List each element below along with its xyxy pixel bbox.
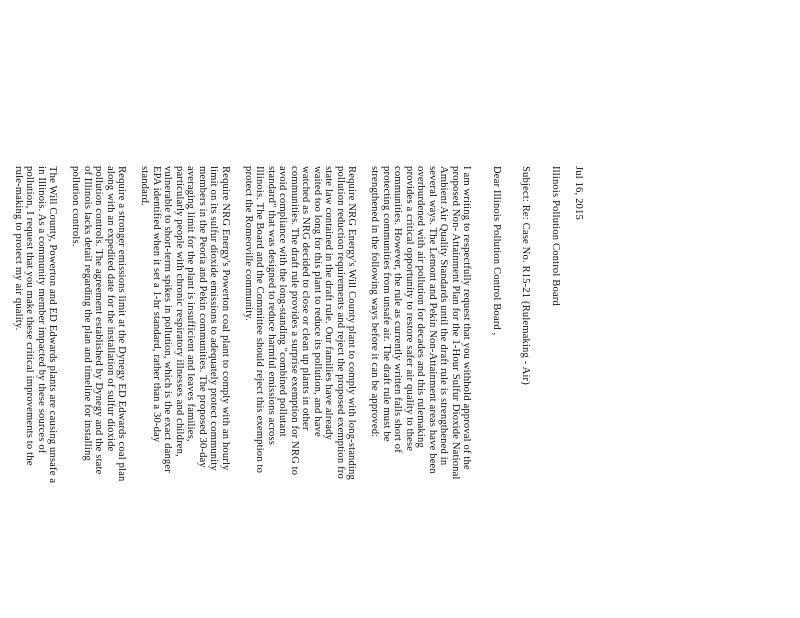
text-line: communities. However, the rule as currently written falls short of xyxy=(392,166,404,453)
text-line: proposed Non- Attainment Plan for the 1-Hour Sulfur Dioxide National xyxy=(450,166,461,480)
paragraph-1 xyxy=(369,166,473,606)
text-line: provides a critical opportunity to restore safer air quality to these xyxy=(404,166,415,452)
text-line: pollution, I request that you make these critical improvements to the xyxy=(24,166,36,466)
letter-closing xyxy=(0,166,1,606)
text-line: Require NRG Energy's Powerton coal plant to comply with an hourly xyxy=(220,166,231,471)
letter-body xyxy=(0,166,584,606)
text-line: standard. xyxy=(139,166,151,206)
text-line: of Illinois lacks detail regarding the plan and timeline for installing xyxy=(82,166,93,461)
text-line: The Will County, Powerton and ED Edwards plants are causing unsafe a xyxy=(47,166,59,484)
paragraph-5 xyxy=(13,166,59,606)
paragraph-2 xyxy=(243,166,358,606)
paragraph-4 xyxy=(70,166,128,606)
text-line: protect the Romeoville community. xyxy=(243,166,254,321)
text-line: Require a stronger emissions limit at the Dynegy ED Edwards coal plan xyxy=(116,166,128,482)
text-line: members in the Peoria and Pekin communities. The proposed 30-day xyxy=(197,166,208,468)
text-line: I am writing to respectfully request that you withhold approval of the xyxy=(461,166,473,470)
letter-recipient: Illinois Pollution Control Board xyxy=(550,166,561,306)
text-line: waited too long for this plant to reduce its pollution, and have xyxy=(312,166,323,437)
text-line: pollution reduction requirements and reject the proposed exemption fro xyxy=(335,166,346,479)
text-line: watched as NRG decided to close or clean up plants in other xyxy=(300,166,312,431)
text-line: pollution controls. The agreement established by Dynegy and the state xyxy=(93,166,105,475)
text-line: state law contained in the draft rule. Our families have already xyxy=(323,166,335,441)
text-line: along with an expedited date for the installation of sulfur dioxide xyxy=(105,166,116,452)
text-line: limit on its sulfur dioxide emissions to adequately protect community xyxy=(208,166,220,471)
text-line: pollution controls. xyxy=(70,166,82,247)
text-line: protecting communities from unsafe air. The draft rule must be xyxy=(381,166,392,442)
text-line: EPA identified when it set a 1-hr standard, rather than a 30-day xyxy=(151,166,162,443)
text-line: averaging limit for the plant is insufficient and leaves families, xyxy=(185,166,197,442)
text-line: particularly people with chronic respiratory illnesses and children, xyxy=(174,166,185,457)
text-line: overburdened with air pollution for decades and this rulemaking xyxy=(415,166,427,448)
text-line: rule-making to protect my air quality. xyxy=(13,166,24,331)
paragraph-3 xyxy=(139,166,231,606)
text-line: in Illinois. As a community member impacted by these sources of xyxy=(36,166,47,454)
text-line: Ambient Air Quality Standards until the draft rule is strengthened in xyxy=(438,166,450,466)
text-line: standard" that was designed to reduce harmful emissions across xyxy=(266,166,277,445)
letter-salutation: Dear Illinois Pollution Control Board , xyxy=(491,166,502,336)
text-line: vulnerable to short-term spikes in pollution, which is the exact danger xyxy=(162,166,174,473)
text-line: strengthened in the following ways before it can be approved: xyxy=(369,166,381,438)
letter-subject: Subject: Re: Case No. R15-21 (Rulemaking - Air) xyxy=(520,166,532,385)
letter-date: Jul 16, 2015 xyxy=(573,166,584,220)
text-line: several ways. The Lemont and Pekin Non-Attainment areas have been xyxy=(427,166,438,474)
text-line: avoid compliance with the long-standing "combined pollutant xyxy=(277,166,289,437)
text-line: Require NRG Energy's Will County plant to comply with long-standing xyxy=(346,166,358,480)
text-line: communities. The draft rule provides a surprise exemption for NRG to xyxy=(289,166,300,476)
text-line: Illinois. The Board and the Committee should reject this exemption to xyxy=(254,166,266,474)
